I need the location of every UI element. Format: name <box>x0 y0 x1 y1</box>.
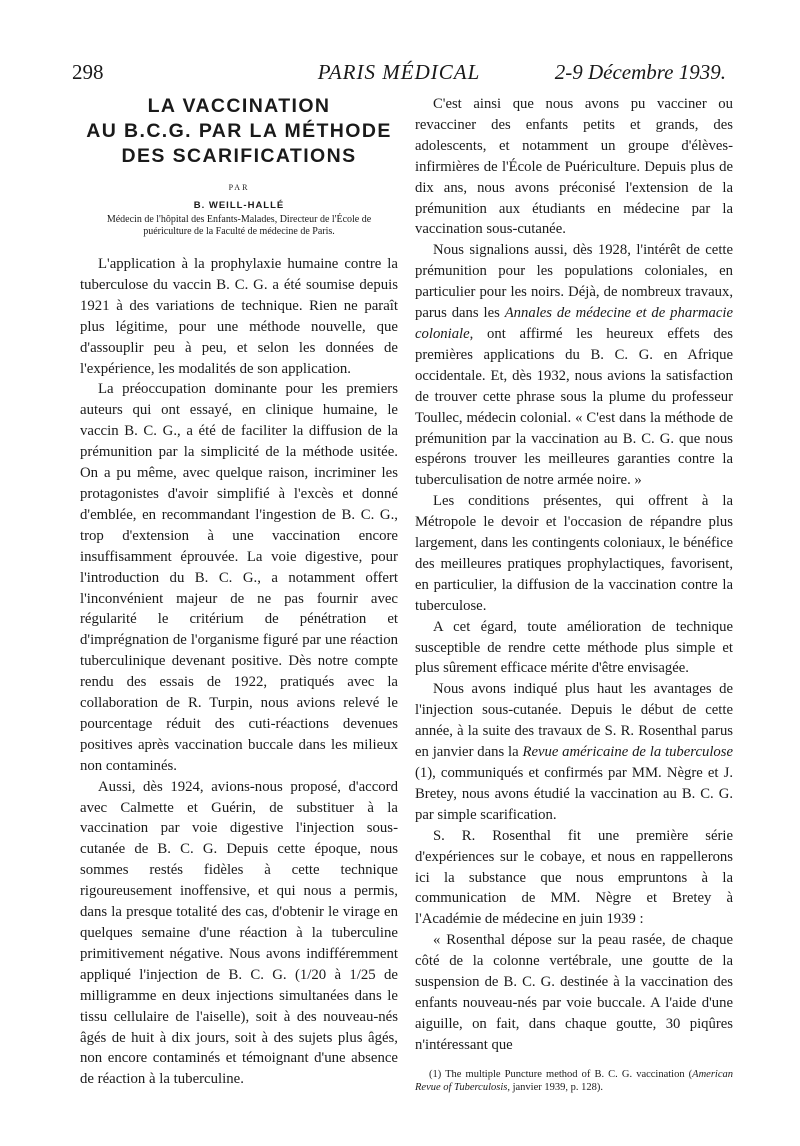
article-title <box>80 94 398 169</box>
right-column <box>415 94 733 1094</box>
byline: PAR <box>228 183 250 192</box>
page-header <box>72 60 726 88</box>
paragraph <box>415 240 733 491</box>
paragraph-text: Nous signalions aussi, dès 1928, l'intérêt de cette prémunition pour les populations coloniales, en particulier pour les noirs. Déjà, de nombreux travaux, parus dans les <box>415 242 733 322</box>
paragraph: « Rosenthal dépose sur la peau rasée, de chaque côté de la colonne vertébrale, une goutte de la suspension de B. C. G. destinée à la vaccination des enfants nouveau-nés par voie buccale. A l'aide d'une aiguille, on fait, dans chaque goutte, 30 piqûres n'intéressant que <box>415 932 733 1053</box>
page-number: 298 <box>72 60 104 84</box>
left-column <box>80 94 398 1090</box>
left-body <box>80 254 398 1090</box>
author-affiliation: Médecin de l'hôpital des Enfants-Malades, Directeur de l'École de puériculture de la Faculté de médecine de Paris. <box>106 214 372 237</box>
title-line-1: LA VACCINATION <box>147 95 331 117</box>
paragraph-text: Nous avons indiqué plus haut les avantages de l'injection sous-cutanée. Depuis le début de cette année, à la suite des travaux de S. R. Rosenthal parus en janvier dans la <box>415 681 733 761</box>
paragraph: Les conditions présentes, qui offrent à la Métropole le devoir et l'occasion de répandre plus largement, dans les contingents coloniaux, le bénéfice des meilleures pratiques prophylactiques, favorisent, en particulier, la diffusion de la vaccination contre la tuberculose. <box>415 493 733 614</box>
paragraph <box>415 679 733 825</box>
paragraph-text: (1), communiqués et confirmés par MM. Nègre et J. Bretey, nous avons étudié la vaccination au B. C. G. par simple scarification. <box>415 765 733 823</box>
paragraph: La préoccupation dominante pour les premiers auteurs qui ont essayé, en clinique humaine, le vaccin B. C. G., a été de faciliter la diffusion de la prémunition par la simplicité de la méthode usitée. On a pu même, avec quelque raison, incriminer les protagonistes d'avoir simplifié à l'excès et donné d'emblée, en recommandant l'ingestion de B. C. G., trop d'extension à une vaccination encore insuffisamment éprouvée. La voie digestive, pour l'introduction du B. C. G., a notamment offert l'inconvénient majeur de ne pas fournir avec régularité le critérium de pénétration et d'imprégnation de l'organisme figuré par une réaction tuberculinique devenant positive. Dès notre compte rendu des essais de 1922, pratiqués avec la collaboration de R. Turpin, nous avions relevé le pourcentage réduit des cuti-réactions devenues positives après vaccination buccale dans les milieux non contaminés. <box>80 381 398 774</box>
title-line-3: DES SCARIFICATIONS <box>121 145 357 167</box>
issue-date: 2-9 Décembre 1939. <box>554 60 726 84</box>
paragraph: Aussi, dès 1924, avions-nous proposé, d'accord avec Calmette et Guérin, de substituer à la vaccination par voie digestive l'injection sous-cutanée de B. C. G. Depuis cette époque, nous sommes restés fidèles à cette technique rigoureusement inoffensive, et qui nous a permis, dans la presque totalité des cas, d'obtenir le virage en quelques semaine d'une réaction à la tuberculine primitivement négative. Nous avons indifféremment appliqué l'injection de B. C. G. (1/20 à 1/25 de milligramme en deux injections simultanées dans le tissu cellulaire de l'aiselle), soit à des nouveau-nés âgés de huit à dix jours, soit à des sujets plus âgés, non encore contaminés et témoignant d'une absence de réaction à la tuberculine. <box>80 778 398 1088</box>
footnote <box>415 1068 733 1094</box>
title-line-2: AU B.C.G. PAR LA MÉTHODE <box>86 120 392 142</box>
footnote-text: , janvier 1939, p. 128). <box>507 1081 604 1093</box>
footnote-text: (1) The multiple Puncture method of B. C. G. vaccination ( <box>429 1068 693 1080</box>
journal-citation: Annales de médecine et de pharmacie coloniale <box>415 305 733 342</box>
paragraph: A cet égard, toute amélioration de technique susceptible de rendre cette méthode plus simple et plus sûrement efficace mérite d'être envisagée. <box>415 618 733 677</box>
footnote-citation: American Revue of Tuberculosis <box>415 1068 733 1093</box>
paragraph: C'est ainsi que nous avons pu vacciner ou revacciner des enfants petits et grands, des adolescents, et notamment un groupe d'élèves-infirmières de l'École de Puériculture. Depuis plus de dix ans, nous avons préconisé l'extension de la prémunition aux étudiants en médecine par la vaccination sous-cutanée. <box>415 96 733 238</box>
paragraph: L'application à la prophylaxie humaine contre la tuberculose du vaccin B. C. G. a été soumise depuis 1921 à des variations de technique. Rien ne paraît plus légitime, pour une méthode nouvelle, que d'assouplir peu à peu, et selon les données de l'expérience, les modalités de son application. <box>80 256 398 377</box>
author-name: B. WEILL-HALLÉ <box>193 200 285 211</box>
journal-citation: Revue américaine de la tuberculose <box>522 744 733 761</box>
journal-title: PARIS MÉDICAL <box>317 60 481 84</box>
paragraph: S. R. Rosenthal fit une première série d'expériences sur le cobaye, et nous en rappellerons ici la substance que nous empruntons à la communication de MM. Nègre et Bretey à l'Académie de médecine en juin 1939 : <box>415 827 733 928</box>
paragraph-text: , ont affirmé les heureux effets des premières applications du B. C. G. en Afrique occidentale. Et, dès 1932, nous avions la satisfaction de trouver cette phrase sous la plume du professeur Toullec, médecin colonial. « C'est dans la méthode de prémunition par la vaccination au B. C. G. que nous espérons trouver les meilleures garanties contre la tuberculisation de notre armée noire. » <box>415 325 733 489</box>
